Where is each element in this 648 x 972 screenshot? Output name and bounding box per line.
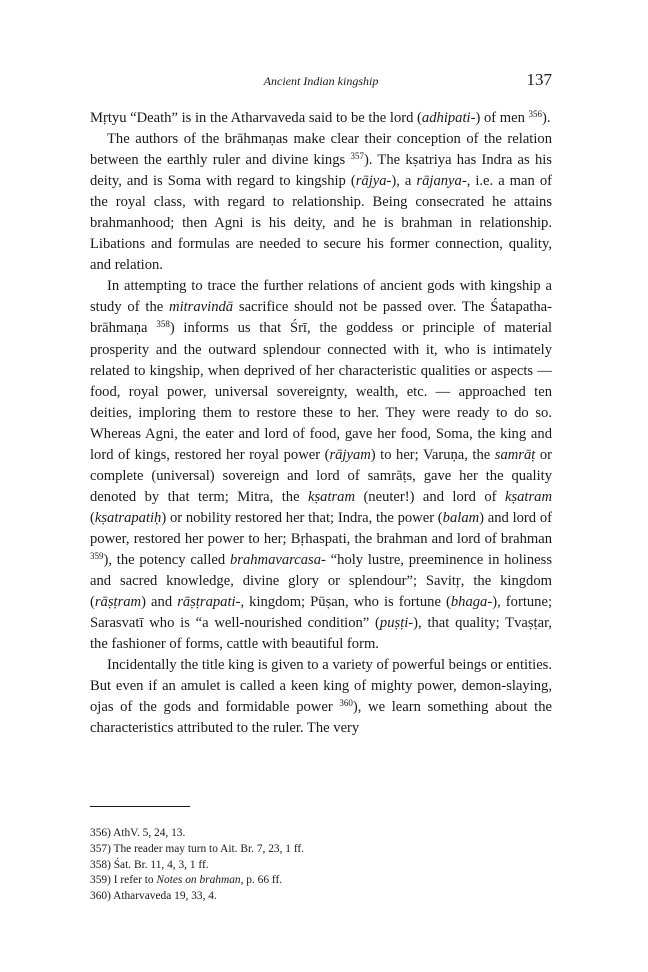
text-run: ).: [542, 110, 551, 126]
text-run: In attempting to trace the further relations of ancient gods with kingship a study of the: [90, 278, 552, 316]
footnote-ref-360[interactable]: 360: [339, 698, 353, 709]
text-run: “holy lustre, preeminence in holiness and sacred knowledge, divine glory or splendour”; Savitṛ, the kingdom (: [90, 551, 552, 611]
footnote-ref-356[interactable]: 356: [528, 109, 543, 119]
footnote-divider: [90, 806, 190, 807]
italic-term: kṣatrapatiḥ: [94, 509, 162, 526]
paragraph-2: [90, 129, 552, 276]
paragraph-3: [90, 276, 552, 655]
body-text: [90, 108, 552, 739]
text-run: Incidentally the title king is given to a variety of powerful beings or entities. But even if an amulet is called a keen king of mighty power, demon-slaying, ojas of the gods and formidable power: [90, 657, 552, 716]
text-run: The authors of the brāhmaṇas make clear their conception of the relation between the earthly ruler and divine kings: [90, 131, 552, 169]
text-run: , i.e. a man of the royal class, with regard to relationship. Being consecrated he attains brahmanhood; then Agni is his deity, and he is brahman in relationship. Libations and formulas are needed to secure his former connection, quality, and relation.: [90, 173, 552, 274]
text-run: , p. 66 ff.: [240, 874, 283, 887]
italic-term: rājya-: [355, 173, 392, 190]
text-run: Mṛtyu “Death” is in the Atharvaveda said to be the lord (: [90, 110, 422, 126]
text-run: sacrifice should not be passed over. The Śatapatha-brāhmaṇa: [90, 299, 552, 337]
italic-term: bhaga-: [450, 594, 493, 611]
italic-term: kṣatram: [307, 488, 356, 505]
footnote-359: [90, 873, 552, 889]
page-number: 137: [526, 70, 552, 89]
footnotes: [90, 826, 552, 905]
running-header: [90, 70, 552, 94]
footnote-360: 360) Atharvaveda 19, 33, 4.: [90, 890, 217, 903]
text-run: (neuter!) and lord of: [355, 488, 505, 505]
text-run: ) and: [141, 594, 178, 611]
text-run: ) of men: [475, 110, 525, 126]
text-run: ) or nobility restored her that; Indra, the power (: [161, 509, 443, 526]
footnote-ref-357[interactable]: 357: [350, 151, 364, 162]
text-run: (: [90, 509, 95, 526]
footnote-357: 357) The reader may turn to Ait. Br. 7, 23, 1 ff.: [90, 842, 305, 855]
text-run: ) to her; Varuṇa, the: [370, 446, 495, 463]
book-title: Notes on brahman: [156, 874, 241, 887]
footnote-358: 358) Śat. Br. 11, 4, 3, 1 ff.: [90, 858, 209, 871]
text-run: 359) I refer to: [90, 874, 157, 887]
running-title: Ancient Indian kingship: [263, 74, 379, 88]
text-run: ) and lord of power, restored her power to her; Bṛhaspati, the brahman and lord of brahman: [90, 509, 552, 547]
text-run: ). The kṣatriya has Indra as his deity, and is Soma with regard to kingship (: [90, 152, 552, 190]
text-run: ), a: [391, 173, 417, 190]
text-run: ), we learn something about the characteristics attributed to the ruler. The very: [90, 699, 552, 737]
italic-term: kṣatram: [504, 488, 552, 505]
italic-term: samrāṭ: [494, 446, 536, 463]
text-run: ), the potency called: [103, 551, 230, 568]
italic-term: brahmavarcasa-: [229, 551, 326, 568]
italic-term: rāṣṭrapati-: [177, 594, 241, 611]
italic-term: rājanya-: [416, 173, 467, 190]
text-run: , kingdom; Pūṣan, who is fortune (: [240, 594, 451, 611]
footnote-356: 356) AthV. 5, 24, 13.: [90, 827, 186, 839]
italic-term: puṣṭi-: [379, 615, 414, 632]
text-run: ) informs us that Śrī, the goddess or principle of material prosperity and the outward splendour connected with it, who is intimately related to kingship, when deprived of her characteristic qualities or aspects — food, royal power, universal sovereignty, wealth, etc. — approached ten deities, imploring them to restore these to her. They were ready to do so. Whereas Agni, the eater and lord of food, gave her food, Soma, the king and lord of kings, restored her royal power (: [90, 320, 553, 463]
footnote-ref-359[interactable]: 359: [90, 550, 104, 561]
text-run: or complete (universal) sovereign and lord of samrāṭs, gave her the quality denoted by that term; Mitra, the: [90, 446, 552, 505]
footnote-ref-358[interactable]: 358: [156, 319, 170, 330]
text-run: ), that quality; Tvaṣṭar, the fashioner of forms, cattle with beautiful form.: [90, 615, 553, 653]
paragraph-1: [90, 108, 552, 129]
italic-term: balam: [442, 509, 480, 526]
text-run: ), fortune; Sarasvatī who is “a well-nourished condition” (: [90, 594, 552, 632]
paragraph-4: [90, 655, 552, 739]
italic-term: rāṣṭram: [94, 594, 142, 611]
italic-term: rājyam: [329, 446, 371, 463]
italic-term: mitravindā: [169, 299, 234, 316]
italic-term: adhipati-: [421, 110, 476, 126]
